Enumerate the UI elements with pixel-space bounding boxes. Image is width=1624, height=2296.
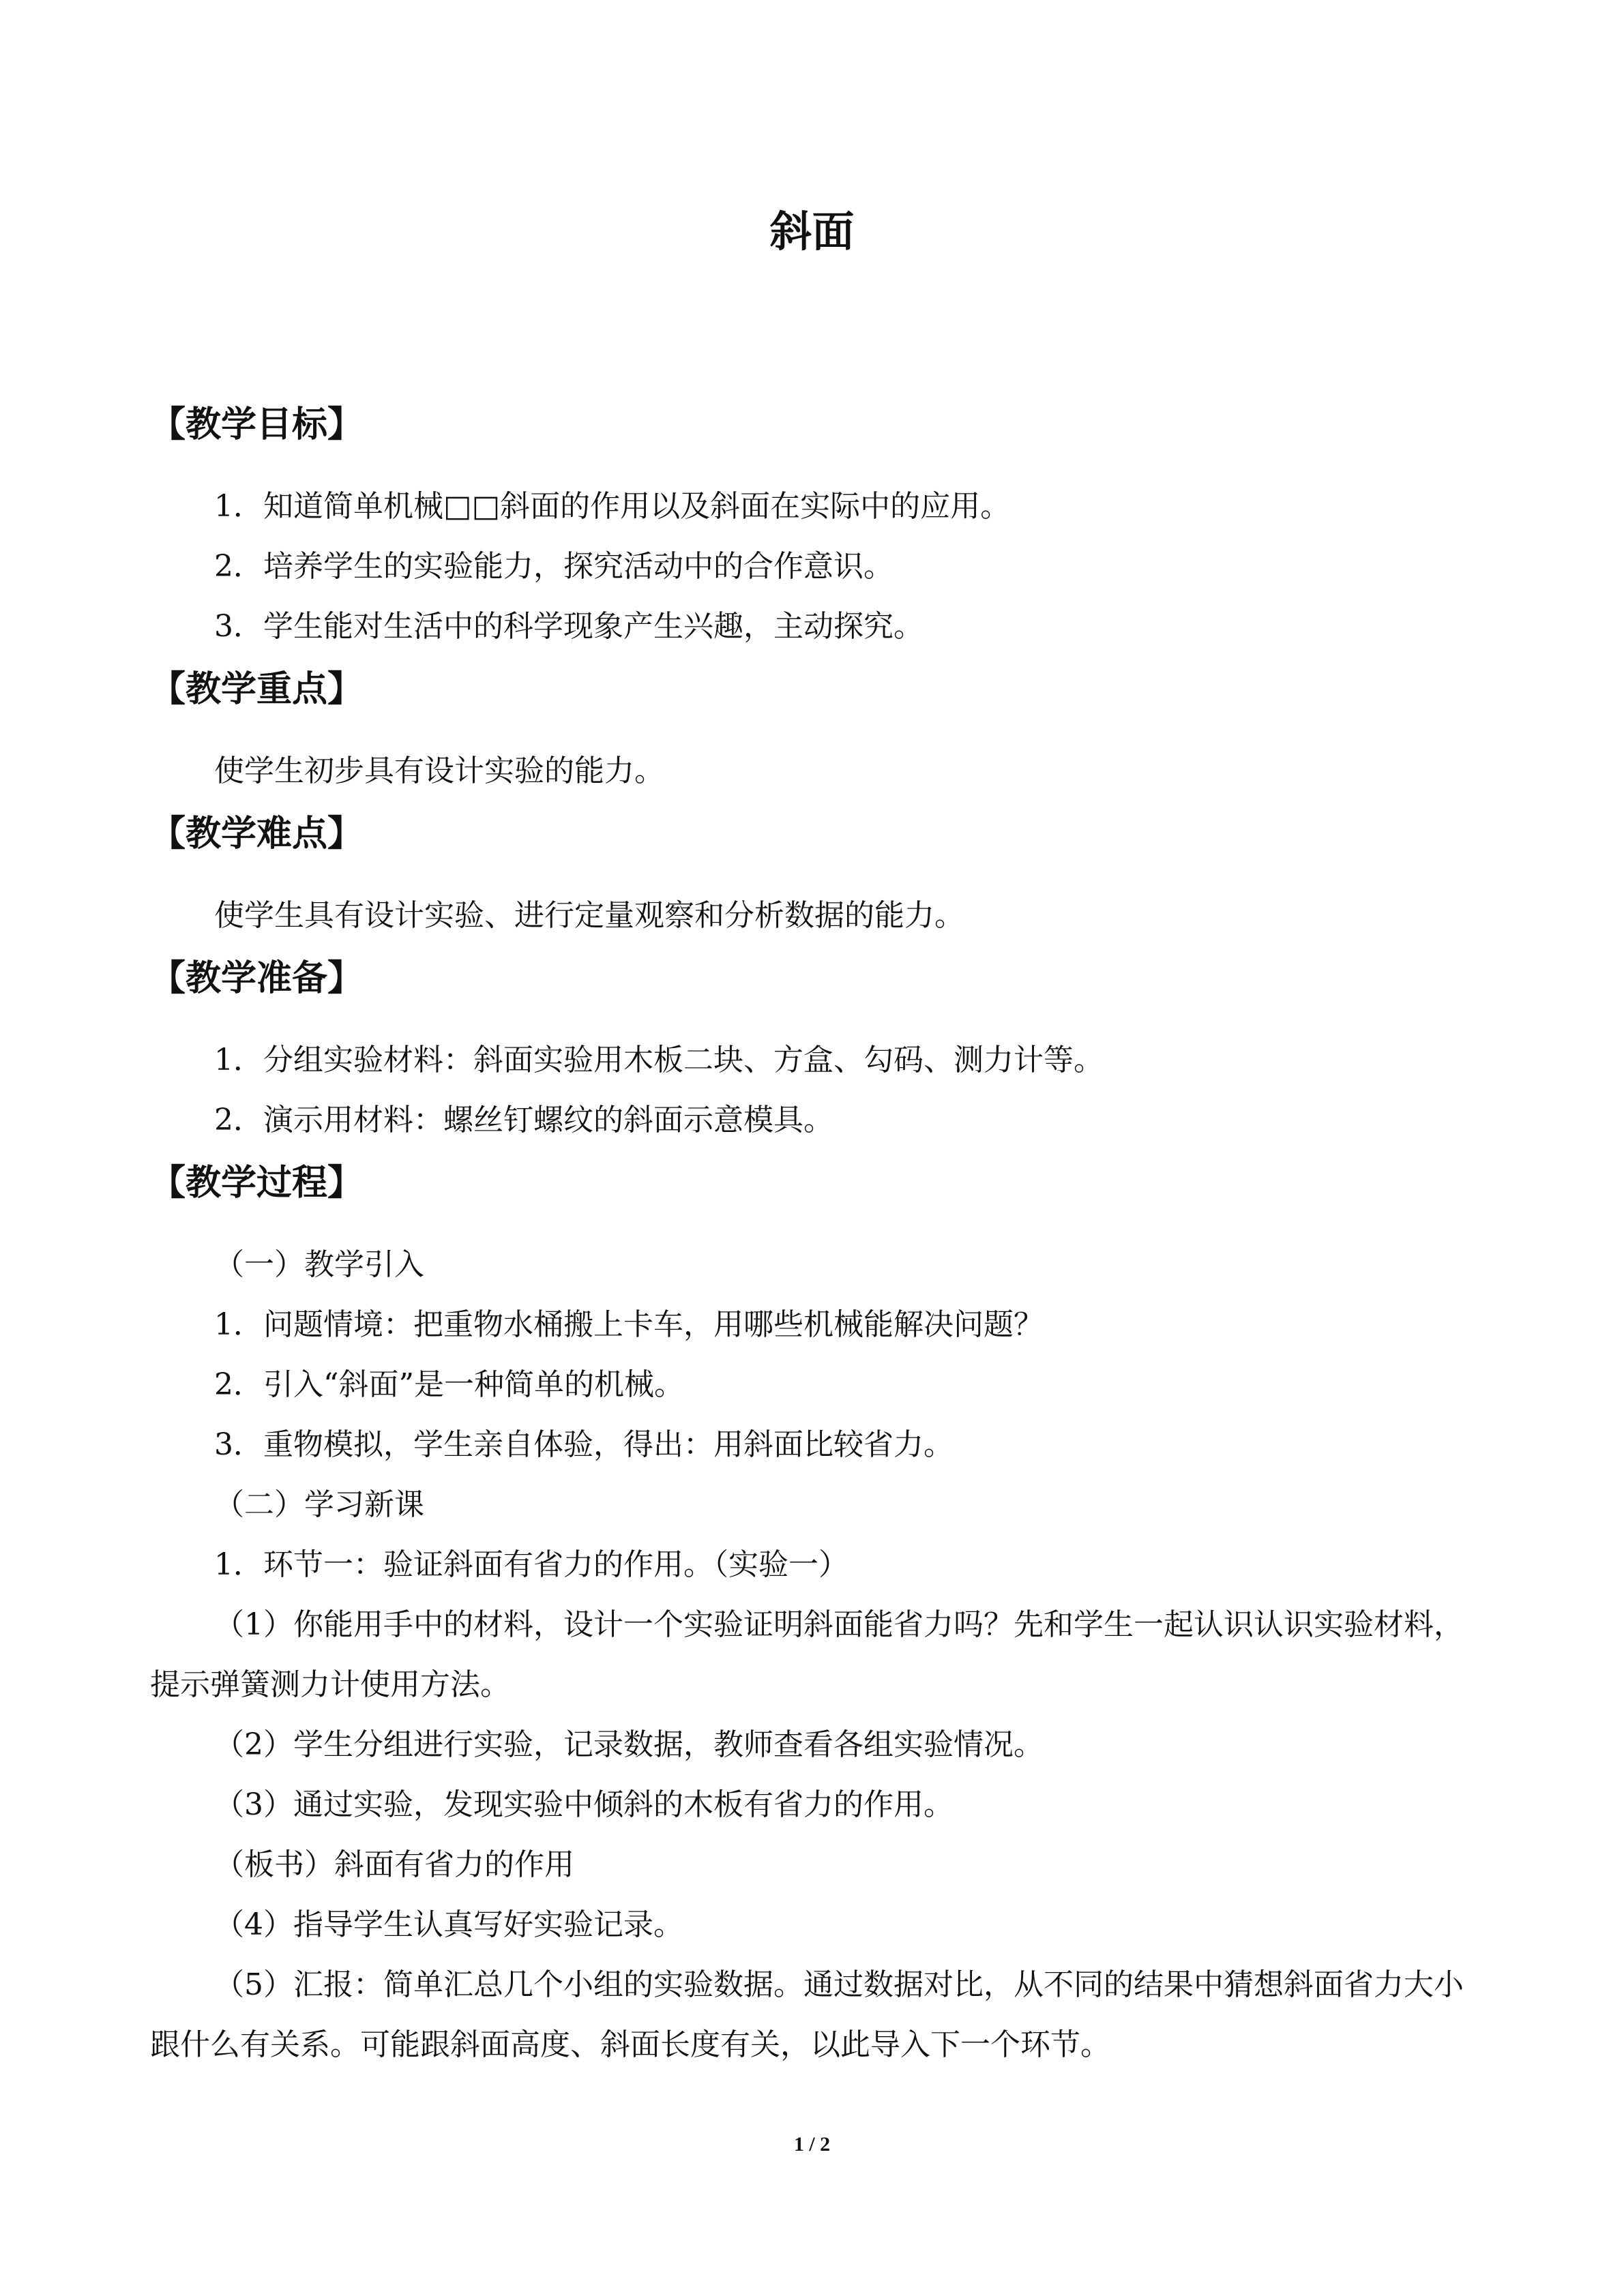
key-point-text: 使学生初步具有设计实验的能力。	[214, 754, 664, 788]
section-heading-difficulties: 【教学难点】	[150, 814, 364, 854]
section-heading-process: 【教学过程】	[150, 1163, 364, 1204]
goal-item: 2．培养学生的实验能力，探究活动中的合作意识。	[214, 549, 894, 584]
process-line: 2．引入“斜面”是一种简单的机械。	[214, 1367, 684, 1402]
section-heading-key-points: 【教学重点】	[150, 669, 364, 710]
process-line: 3．重物模拟，学生亲自体验，得出：用斜面比较省力。	[214, 1427, 954, 1462]
prep-item: 1．分组实验材料：斜面实验用木板二块、方盒、勾码、测力计等。	[214, 1043, 1104, 1077]
process-line: 1．问题情境：把重物水桶搬上卡车，用哪些机械能解决问题？	[214, 1307, 1044, 1342]
difficulty-text: 使学生具有设计实验、进行定量观察和分析数据的能力。	[214, 898, 964, 933]
document-body	[150, 392, 1473, 2075]
process-line: （二）学习新课	[214, 1487, 424, 1522]
process-line: （1）你能用手中的材料，设计一个实验证明斜面能省力吗？先和学生一起认识认识实验材料，提示弹簧测力计使用方法。	[150, 1607, 1464, 1702]
goal-item: 3．学生能对生活中的科学现象产生兴趣，主动探究。	[214, 609, 924, 644]
goal-item: 1．知道简单机械□□斜面的作用以及斜面在实际中的应用。	[214, 489, 1011, 524]
process-line: （3）通过实验，发现实验中倾斜的木板有省力的作用。	[214, 1787, 954, 1822]
process-line: （2）学生分组进行实验，记录数据，教师查看各组实验情况。	[214, 1727, 1044, 1762]
section-heading-preparation: 【教学准备】	[150, 958, 364, 999]
process-line: （板书）斜面有省力的作用	[214, 1847, 574, 1882]
process-line: （一）教学引入	[214, 1247, 424, 1282]
process-line: 1．环节一：验证斜面有省力的作用。（实验一）	[214, 1547, 848, 1582]
prep-item: 2．演示用材料：螺丝钉螺纹的斜面示意模具。	[214, 1103, 833, 1137]
page-number: 1 / 2	[793, 2133, 831, 2156]
process-line: （5）汇报：简单汇总几个小组的实验数据。通过数据对比，从不同的结果中猜想斜面省力大小跟什么有关系。可能跟斜面高度、斜面长度有关，以此导入下一个环节。	[150, 1967, 1464, 2062]
process-line: （4）指导学生认真写好实验记录。	[214, 1907, 683, 1942]
section-heading-goals: 【教学目标】	[150, 404, 364, 445]
page-title: 斜面	[769, 207, 855, 256]
